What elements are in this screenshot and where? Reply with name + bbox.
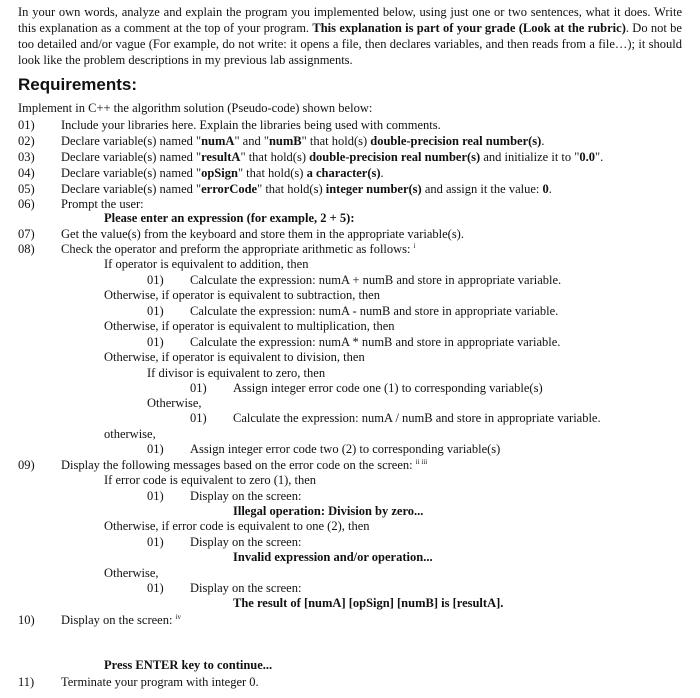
pseudo-line: Calculate the expression: numA + numB and store in appropriate variable. xyxy=(190,273,562,287)
sub-step-number: 01) xyxy=(147,442,164,456)
step-number: 08) xyxy=(18,242,35,256)
pseudo-line: Calculate the expression: numA / numB and store in appropriate variable. xyxy=(233,411,601,425)
pseudo-line: Display on the screen: xyxy=(190,535,302,549)
step-text: Declare variable(s) named "resultA" that hold(s) double-precision real number(s) and initialize it to "0.0". xyxy=(61,150,604,164)
step-text: Get the value(s) from the keyboard and store them in the appropriate variable(s). xyxy=(61,227,464,241)
intro-text-cont: . Do not be too detailed and/or vague (For example, do not write: it opens a file, then declares variables, and then reads from a file…); it should look like the problem descriptions in my previous lab assignments. xyxy=(18,21,682,67)
intro-paragraph xyxy=(18,4,682,68)
pseudo-line: Otherwise, xyxy=(147,396,202,410)
screen-message: Press ENTER key to continue... xyxy=(104,658,273,672)
step-text: Check the operator and preform the appropriate arithmetic as follows: $^i$ xyxy=(61,241,416,256)
sub-step-number: 01) xyxy=(147,581,164,595)
sub-step-number: 01) xyxy=(147,489,164,503)
sub-step-number: 01) xyxy=(190,381,207,395)
sub-step-number: 01) xyxy=(147,535,164,549)
pseudo-line: Otherwise, if operator is equivalent to subtraction, then xyxy=(104,288,380,302)
prompt-message: Please enter an expression (for example, 2 + 5): xyxy=(104,211,355,225)
sub-step-number: 01) xyxy=(147,335,164,349)
step-number: 09) xyxy=(18,458,35,472)
step-text: Declare variable(s) named "numA" and "numB" that hold(s) double-precision real number(s). xyxy=(61,134,545,148)
pseudo-line: If operator is equivalent to addition, then xyxy=(104,257,309,271)
step-number: 04) xyxy=(18,166,35,180)
intro-text: In your own words, analyze and explain the program you implemented below, using just one or two sentences, what it does. Write this explanation as a comment at the top of your program. xyxy=(18,5,682,35)
pseudo-line: Calculate the expression: numA - numB and store in appropriate variable. xyxy=(190,304,559,318)
step-text: Display the following messages based on the error code on the screen: $^{ii iii}$ xyxy=(61,457,428,472)
step-number: 06) xyxy=(18,197,35,211)
step-text: Include your libraries here. Explain the libraries being used with comments. xyxy=(61,118,441,132)
implement-line: Implement in C++ the algorithm solution (Pseudo-code) shown below: xyxy=(18,101,373,115)
intro-grade-note: This explanation is part of your grade (Look at the rubric) xyxy=(312,21,626,35)
endnote-marker: iv xyxy=(175,612,182,621)
step-number: 03) xyxy=(18,150,35,164)
pseudo-line: If divisor is equivalent to zero, then xyxy=(147,366,326,380)
step-number: 02) xyxy=(18,134,35,148)
step-text: Prompt the user: xyxy=(61,197,144,211)
step-text: Terminate your program with integer 0. xyxy=(61,675,259,689)
step-number: 11) xyxy=(18,675,35,689)
sub-step-number: 01) xyxy=(147,273,164,287)
pseudo-line: If error code is equivalent to zero (1), then xyxy=(104,473,317,487)
step-text: Declare variable(s) named "opSign" that hold(s) a character(s). xyxy=(61,166,384,180)
step-text: Display on the screen: $^{iv}$ xyxy=(61,612,182,627)
pseudo-line: Otherwise, xyxy=(104,566,159,580)
step-number: 01) xyxy=(18,118,35,132)
pseudo-line: Assign integer error code two (2) to corresponding variable(s) xyxy=(190,442,501,456)
pseudo-line: Display on the screen: xyxy=(190,489,302,503)
sub-step-number: 01) xyxy=(147,304,164,318)
pseudo-line: Otherwise, if error code is equivalent to one (2), then xyxy=(104,519,370,533)
pseudo-line: Otherwise, if operator is equivalent to multiplication, then xyxy=(104,319,395,333)
pseudo-line: Otherwise, if operator is equivalent to division, then xyxy=(104,350,365,364)
step-text: Declare variable(s) named "errorCode" that hold(s) integer number(s) and assign it the value: 0. xyxy=(61,182,552,196)
screen-message: Illegal operation: Division by zero... xyxy=(233,504,424,518)
screen-message: Invalid expression and/or operation... xyxy=(233,550,433,564)
sub-step-number: 01) xyxy=(190,411,207,425)
step-number: 10) xyxy=(18,613,35,627)
endnote-marker: ii iii xyxy=(415,457,428,466)
screen-message: The result of [numA] [opSign] [numB] is [resultA]. xyxy=(233,596,504,610)
requirements-heading: Requirements: xyxy=(18,75,138,94)
step-number: 05) xyxy=(18,182,35,196)
endnote-marker: i xyxy=(413,241,416,250)
pseudo-line: Display on the screen: xyxy=(190,581,302,595)
pseudo-line: Calculate the expression: numA * numB and store in appropriate variable. xyxy=(190,335,561,349)
pseudo-line: otherwise, xyxy=(104,427,156,441)
step-number: 07) xyxy=(18,227,35,241)
pseudo-line: Assign integer error code one (1) to corresponding variable(s) xyxy=(233,381,543,395)
